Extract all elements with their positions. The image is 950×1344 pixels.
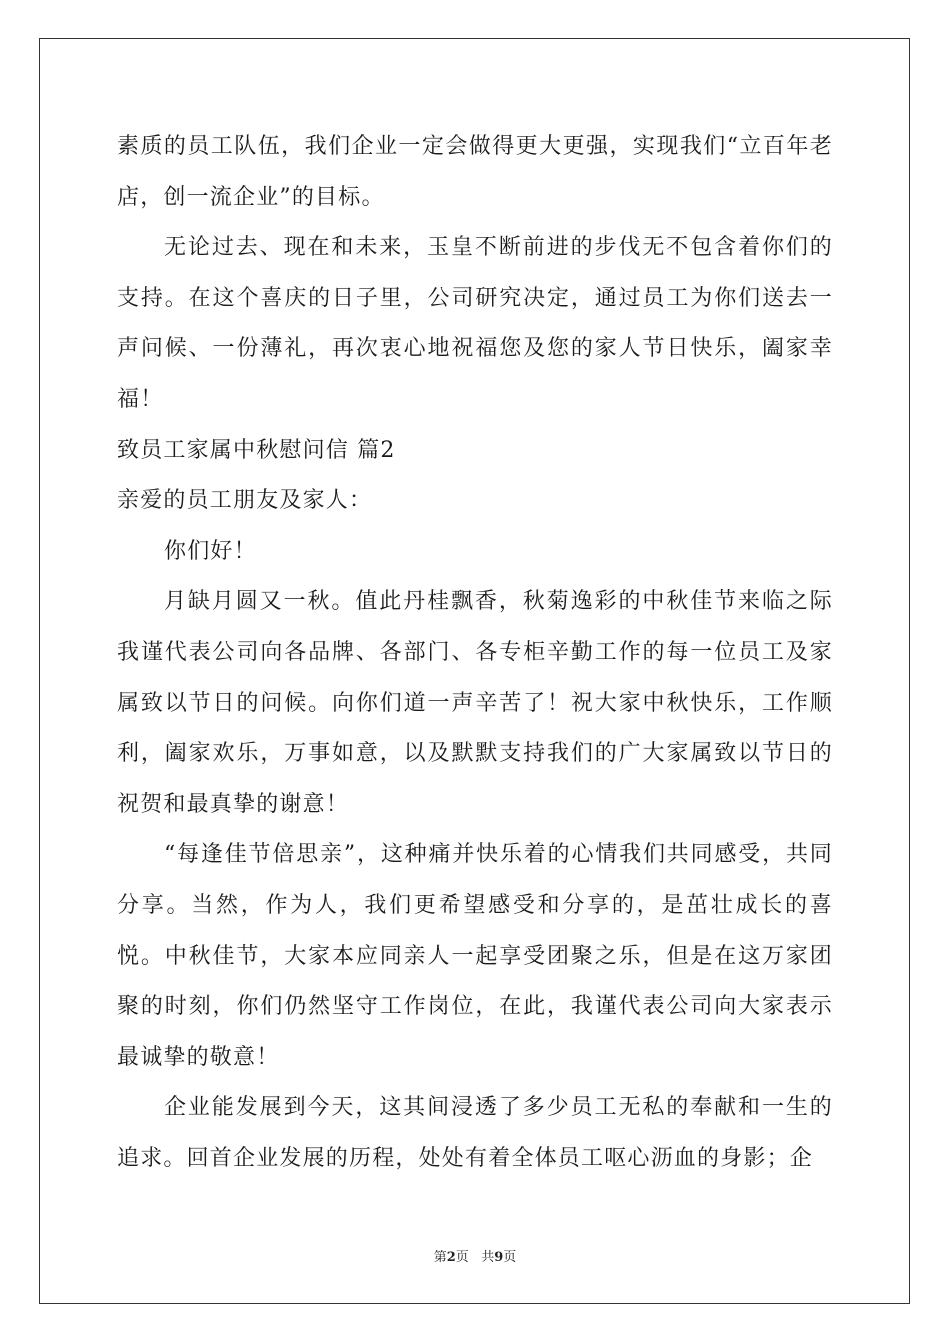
paragraph-5: 企业能发展到今天，这其间浸透了多少员工无私的奉献和一生的追求。回首企业发展的历程，处处有着全体员工呕心沥血的身影；企 [117,1095,833,1171]
page-total: 9 [494,1250,504,1265]
paragraph-4: “每逢佳节倍思亲”，这种痛并快乐着的心情我们共同感受，共同分享。当然，作为人，我们更希望感受和分享的，是茁壮成长的喜悦。中秋佳节，大家本应同亲人一起享受团聚之乐，但是在这万家团聚的时刻，你们仍然坚守工作岗位，在此，我谨代表公司向大家表示最诚挚的敬意！ [117,842,833,1070]
section-heading: 致员工家属中秋慰问信 篇2 [117,437,396,463]
paragraph-2: 无论过去、现在和未来，玉皇不断前进的步伐无不包含着你们的支持。在这个喜庆的日子里，公司研究决定，通过员工为你们送去一声问候、一份薄礼，再次衷心地祝福您及您的家人节日快乐，阖家幸福！ [117,235,833,412]
document-body [117,122,833,1184]
salutation: 亲爱的员工朋友及家人： [117,488,373,514]
page-prefix: 第 [433,1250,447,1265]
total-prefix: 共 [481,1250,495,1265]
greeting: 你们好！ [164,538,257,564]
page-suffix: 页 [455,1250,469,1265]
paragraph-3: 月缺月圆又一秋。值此丹桂飘香，秋菊逸彩的中秋佳节来临之际我谨代表公司向各品牌、各部门、各专柜辛勤工作的每一位员工及家属致以节日的问候。向你们道一声辛苦了！祝大家中秋快乐，工作顺利，阖家欢乐，万事如意，以及默默支持我们的广大家属致以节日的祝贺和最真挚的谢意！ [117,589,833,817]
total-suffix: 页 [503,1250,517,1265]
page-footer [0,1246,950,1265]
page-current: 2 [446,1250,456,1265]
paragraph-1: 素质的员工队伍，我们企业一定会做得更大更强，实现我们“立百年老店，创一流企业”的目标。 [117,134,833,210]
